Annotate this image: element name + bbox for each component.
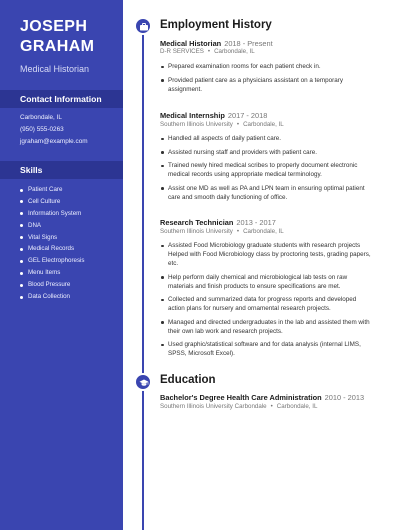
contact-email[interactable]: jgraham@example.com (20, 138, 88, 145)
job-bullets (160, 134, 374, 206)
separator-dot: • (236, 228, 240, 235)
job-bullet: Prepared examination rooms for each patient check in. (160, 62, 374, 71)
skill-item: Blood Pressure (20, 279, 85, 291)
sidebar (0, 0, 123, 530)
job-bullet: Managed and directed undergraduates in the lab and assisted them with their own lab work and research projects. (160, 318, 374, 336)
job-dates: 2017 - 2018 (227, 111, 268, 120)
job-location: Carbondale, IL (243, 121, 284, 128)
skill-item: Cell Culture (20, 196, 85, 208)
last-name: GRAHAM (20, 38, 95, 55)
education-school (160, 403, 317, 410)
job-bullet: Assisted nursing staff and providers with patient care. (160, 148, 374, 157)
skill-item: Patient Care (20, 184, 85, 196)
education-dates: 2010 - 2013 (324, 393, 365, 402)
skills-heading: Skills (0, 161, 123, 179)
job-title-text: Medical Internship (160, 111, 225, 120)
job-bullet: Handled all aspects of daily patient care. (160, 134, 374, 143)
school-location: Carbondale, IL (276, 403, 318, 410)
employment-heading: Employment History (160, 19, 272, 31)
job-bullet: Collected and summarized data for progress reports and developed action plans for nursery and ornamental research projects. (160, 295, 374, 313)
job-dates: 2018 - Present (224, 39, 273, 48)
separator-dot: • (207, 48, 211, 55)
school-name: Southern Illinois University Carbondale (160, 403, 267, 410)
skill-item: Vital Signs (20, 232, 85, 244)
first-name: JOSEPH (20, 18, 88, 35)
graduation-cap-icon (134, 373, 152, 391)
job-title (160, 111, 267, 120)
separator-dot: • (270, 403, 273, 410)
skill-item: GEL Electrophoresis (20, 255, 85, 267)
skill-item: DNA (20, 220, 85, 232)
job-title-text: Research Technician (160, 218, 234, 227)
skill-item: Medical Records (20, 243, 85, 255)
skill-item: Data Collection (20, 291, 85, 303)
skill-item: Information System (20, 208, 85, 220)
job-bullet: Provided patient care as a physicians assistant on a temporary assignment. (160, 76, 374, 94)
candidate-name (20, 17, 94, 57)
job-dates: 2013 - 2017 (236, 218, 276, 227)
job-org-name: Southern Illinois University (160, 121, 233, 128)
job-title (160, 39, 273, 48)
job-bullets (160, 241, 374, 363)
job-location: Carbondale, IL (214, 48, 255, 55)
contact-address: Carbondale, IL (20, 114, 62, 121)
job-location: Carbondale, IL (243, 228, 284, 235)
skill-item: Menu Items (20, 267, 85, 279)
contact-heading: Contact Information (0, 90, 123, 108)
job-org-name: D-R SERVICES (160, 48, 204, 55)
timeline-line (142, 25, 144, 530)
job-bullets (160, 62, 374, 98)
job-bullet: Assist one MD as well as PA and LPN team in ensuring optimal patient care and smooth daily functioning of office. (160, 184, 374, 202)
job-bullet: Trained newly hired medical scribes to properly document electronic medical records using appropriate medical terminology. (160, 161, 374, 179)
job-title-text: Medical Historian (160, 39, 222, 48)
skills-list (20, 184, 85, 303)
job-title (160, 218, 276, 227)
candidate-title: Medical Historian (20, 64, 90, 74)
job-org (160, 121, 284, 128)
contact-phone: (950) 555-0263 (20, 126, 64, 133)
job-bullet: Assisted Food Microbiology graduate students with research projects Helped with Food Microbiology class by proctoring tests, grading papers, etc. (160, 241, 374, 268)
education-heading: Education (160, 374, 216, 386)
job-org (160, 228, 284, 235)
job-bullet: Help perform daily chemical and microbiological lab tests on raw materials and finish products to ensure specifications are met. (160, 273, 374, 291)
degree-text: Bachelor's Degree Health Care Administration (160, 393, 322, 402)
separator-dot: • (236, 121, 240, 128)
education-degree (160, 393, 364, 402)
job-bullet: Used graphic/statistical software and for data analysis (internal LIMS, SPSS, Microsoft Excel). (160, 340, 374, 358)
briefcase-icon (134, 17, 152, 35)
job-org (160, 48, 255, 55)
job-org-name: Southern Illinois University (160, 228, 233, 235)
